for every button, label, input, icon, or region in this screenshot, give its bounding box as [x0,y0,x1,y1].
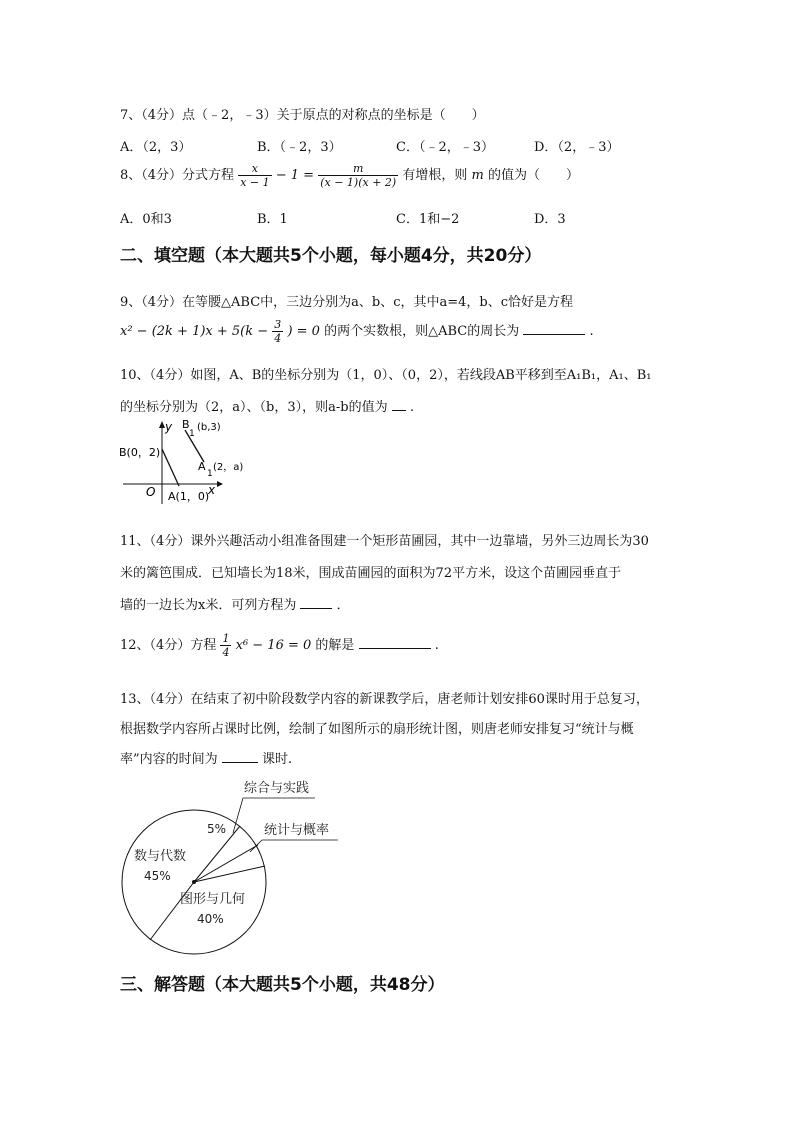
q9-equation-b: ) = 0 [287,324,320,339]
q9-tail: 的两个实数根，则△ABC的周长为 [324,324,520,339]
q13-line2: 根据数学内容所占课时比例，绘制了如图所示的扇形统计图，则唐老师安排复习“统计与概 [120,722,634,737]
q12-equation: x⁶ − 16 = 0 [235,638,312,653]
q12-fraction [220,632,231,659]
label-b1-coord: (b,3) [197,422,221,433]
label-b1: B [182,418,190,431]
q8-option-c: C．1和−2 [396,212,460,227]
q11-end: ． [336,598,350,613]
q9-end: . [589,324,594,339]
q8-var: m [471,168,484,183]
q12-fraction-denominator: 4 [222,646,230,659]
q13-line3-end: 课时. [261,752,293,767]
q11-line3-text: 墙的一边长为x米．可列方程为 [120,598,297,613]
q13-answer-blank[interactable] [222,750,258,763]
pie-divider-number-geometry [150,882,194,940]
pie-label-geometry: 图形与几何 [180,892,246,907]
q10-line2-text: 的坐标分别为（2，a）、（b，3），则a-b的值为 [120,400,388,415]
label-x-axis: x [208,483,216,497]
q8-rhs-fraction [318,162,398,189]
q8-suffix-a: 有增根，则 [402,168,468,183]
q13-line3-text: 率”内容的时间为 [120,752,218,767]
pie-label-synth: 综合与实践 [244,781,310,796]
x-axis-arrow-icon [217,481,223,487]
q9-line1: 9、（4分）在等腰△ABC中，三边分别为a、b、c，其中a=4，b、c恰好是方程 [120,295,574,310]
q12-line [120,632,439,659]
q8-suffix-b: 的值为（ ） [487,168,579,183]
section-heading-fill-in: 二、填空题（本大题共5个小题，每小题4分，共20分） [120,246,542,266]
q12-tail: 的解是 [315,638,355,653]
q8-lhs-denominator: x − 1 [240,176,270,189]
leader-line-stats [250,840,262,852]
q8-lhs-numerator: x [238,162,271,176]
q12-end: . [434,638,439,653]
q9-fraction-denominator: 4 [274,332,282,345]
section-heading-solutions: 三、解答题（本大题共5个小题，共48分） [120,975,445,995]
pie-pct-synth: 5% [207,822,227,836]
q13-line1: 13、（4分）在结束了初中阶段数学内容的新课教学后，唐老师计划安排60课时用于总复习， [120,692,649,707]
segment-ab [162,449,179,486]
q11-answer-blank[interactable] [300,596,332,609]
q7-option-d: D．（2，﹣3） [534,140,620,155]
q8-mid: − 1 = [275,168,315,183]
label-a: A(1，0) [168,490,210,503]
q10-end: . [409,400,415,415]
q13-pie-figure [110,770,370,960]
q7-option-c: C．（﹣2，﹣3） [396,140,494,155]
q7-stem: 7、（4分）点（﹣2，﹣3）关于原点的对称点的坐标是（ ） [120,108,485,123]
q8-rhs-denominator: (x − 1)(x + 2) [320,176,397,189]
label-a1-subscript: 1 [207,469,213,479]
label-y-axis: y [165,420,173,434]
pie-divider-synth-stats [194,845,258,882]
pie-label-number: 数与代数 [134,849,187,864]
q8-stem [120,162,579,189]
label-b: B(0，2) [119,446,161,459]
q7-option-b: B．（﹣2，3） [257,140,342,155]
q8-lhs-fraction [238,162,271,189]
pie-pct-geometry: 40% [197,912,224,926]
q10-line2 [120,396,414,415]
label-origin: O [146,485,156,499]
pie-pct-number: 45% [144,869,171,883]
q9-fraction [272,318,283,345]
q8-option-b: B．1 [257,212,288,227]
q9-equation-a: x² − (2k + 1)x + 5(k − [120,324,269,339]
q9-line2 [120,318,594,345]
pie-label-stats: 统计与概率 [264,823,330,838]
q8-option-d: D．3 [534,212,566,227]
pie-center [192,880,196,884]
q13-line3 [120,748,292,767]
q11-line3 [120,594,350,613]
q10-answer-blank[interactable] [392,398,406,411]
q10-line1: 10、（4分）如图，A、B的坐标分别为（1，0）、（0，2），若线段AB平移到至A₁B₁，A₁、B₁ [120,368,652,383]
q10-coordinate-figure [115,416,265,508]
q12-answer-blank[interactable] [359,636,431,649]
q12-prefix: 12、（4分）方程 [120,638,217,653]
q12-fraction-numerator: 1 [222,632,230,645]
q8-rhs-numerator: m [318,162,398,176]
q11-line1: 11、（4分）课外兴趣活动小组准备围建一个矩形苗圃园，其中一边靠墙，另外三边周长为30 [120,534,649,549]
q8-prefix: 8、（4分）分式方程 [120,168,235,183]
q8-option-a: A．0和3 [120,212,172,227]
q9-fraction-numerator: 3 [274,318,282,331]
label-a1-coord: (2，a) [213,462,244,473]
label-a1: A [198,460,206,473]
label-b1-subscript: 1 [189,429,195,439]
q9-answer-blank[interactable] [523,322,585,335]
q7-option-a: A．（2，3） [120,140,192,155]
q11-line2: 米的篱笆围成．已知墙长为18米，围成苗圃园的面积为72平方米，设这个苗圃园垂直于 [120,566,622,581]
